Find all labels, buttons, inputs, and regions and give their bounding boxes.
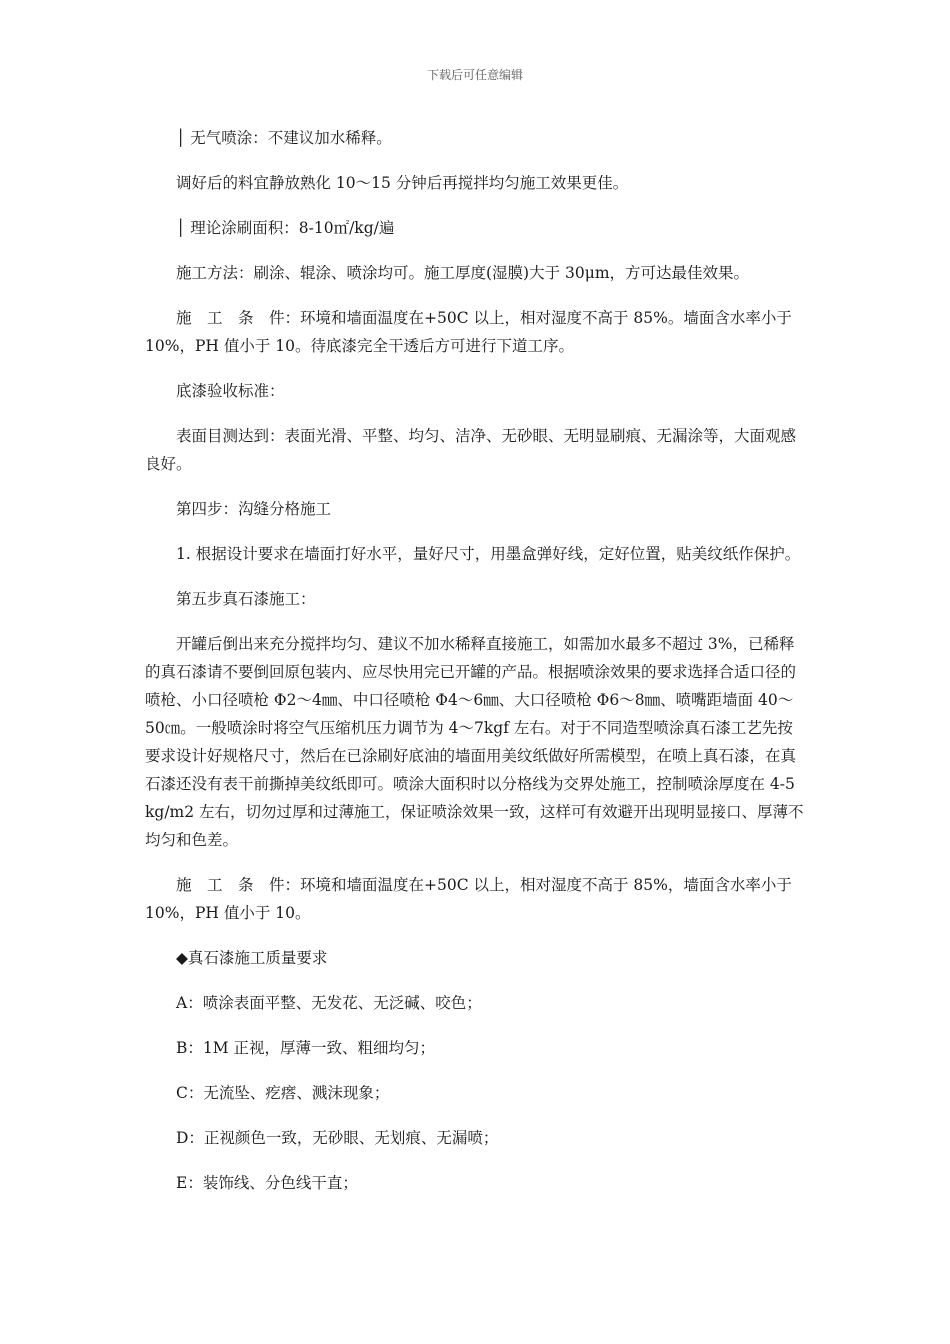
quality-item-d: D：正视颜色一致，无砂眼、无划痕、无漏喷； [176,1129,499,1147]
paragraph-quality-heading: ◆真石漆施工质量要求 [176,949,328,967]
paragraph-coverage: │ 理论涂刷面积：8-10㎡/kg/遍 [176,219,395,237]
paragraph-airless-spray: │ 无气喷涂：不建议加水稀释。 [176,129,392,147]
paragraph-method: 施工方法：刷涂、辊涂、喷涂均可。施工厚度(湿膜)大于 30μm，方可达最佳效果。 [176,264,750,282]
paragraph-step-five-heading: 第五步真石漆施工： [176,590,316,608]
page-header: 下载后可任意编辑 [426,68,523,82]
paragraph-step-four-heading: 第四步：沟缝分格施工 [176,500,332,518]
paragraph-conditions-stone-paint: 施 工 条 件：环境和墙面温度在+50C 以上，相对湿度不高于 85%，墙面含水率小于 10%，PH 值小于 10。 [145,876,792,922]
quality-item-b: B：1M 正视，厚薄一致、粗细均匀； [176,1039,436,1057]
paragraph-primer-acceptance: 表面目测达到：表面光滑、平整、均匀、洁净、无砂眼、无明显刷痕、无漏涂等，大面观感良好。 [145,427,797,473]
paragraph-step-five-body: 开罐后倒出来充分搅拌均匀、建议不加水稀释直接施工，如需加水最多不超过 3%，已稀释的真石漆请不要倒回原包装内、应尽快用完已开罐的产品。根据喷涂效果的要求选择合适口径的喷枪、小口径喷枪 Φ2～4㎜、中口径喷枪 Φ4～6㎜、大口径喷枪 Φ6～8㎜、喷嘴距墙面 40～50㎝。一般喷涂时将空气压缩机压力调节为 4～7kgf 左右。对于不同造型喷涂真石漆工艺先按要求设计好规格尺寸，然后在已涂刷好底油的墙面用美纹纸做好所需模型，在喷上真石漆，在真石漆还没有表干前撕掉美纹纸即可。喷涂大面积时以分格线为交界处施工，控制喷涂厚度在 4-5 kg/m2 左右，切勿过厚和过薄施工，保证喷涂效果一致，这样可有效避开出现明显接口、厚薄不均匀和色差。 [145,635,804,849]
paragraph-step-four-item: 1. 根据设计要求在墙面打好水平，量好尺寸，用墨盒弹好线，定好位置，贴美纹纸作保护。 [176,545,801,563]
paragraph-primer-acceptance-heading: 底漆验收标准： [176,382,285,400]
paragraph-conditions-primer: 施 工 条 件：环境和墙面温度在+50C 以上，相对湿度不高于 85%。墙面含水率小于 10%，PH 值小于 10。待底漆完全干透后方可进行下道工序。 [145,309,792,355]
quality-item-c: C：无流坠、疙瘩、溅沫现象； [176,1084,390,1102]
paragraph-curing: 调好后的料宜静放熟化 10～15 分钟后再搅拌均匀施工效果更佳。 [176,174,629,192]
quality-item-a: A：喷涂表面平整、无发花、无泛碱、咬色； [176,994,482,1012]
quality-item-e: E：装饰线、分色线干直； [176,1174,358,1192]
document-body [145,124,805,1214]
